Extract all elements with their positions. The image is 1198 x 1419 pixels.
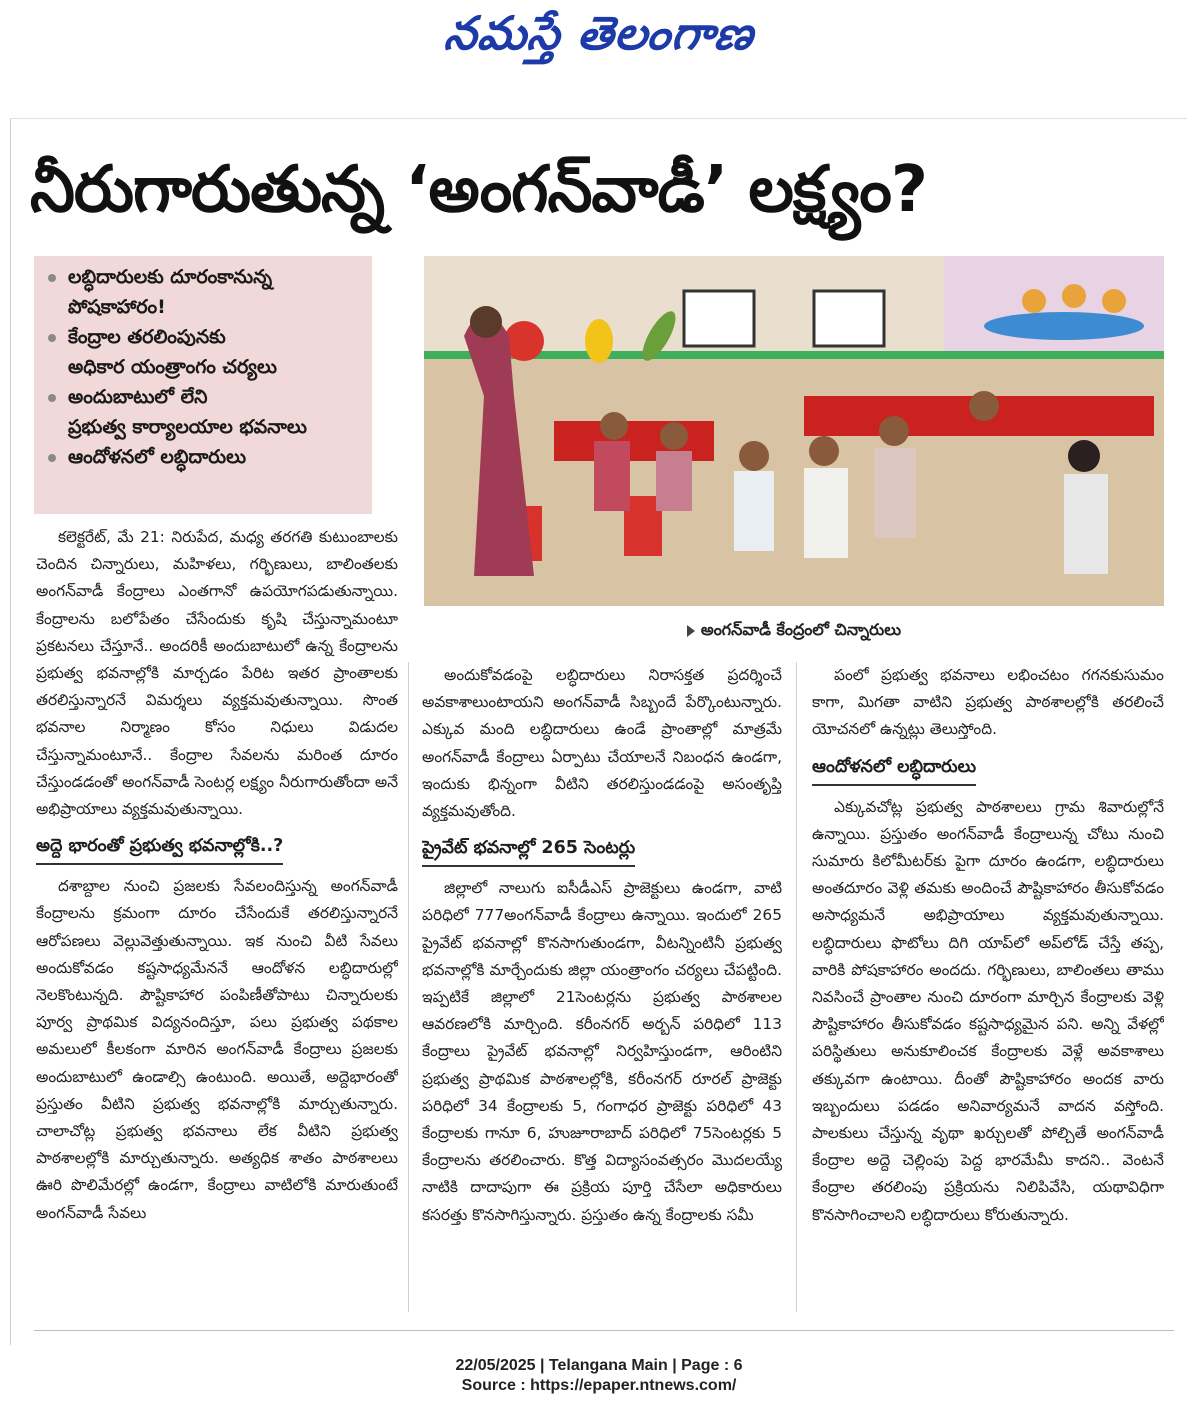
- photo-caption: అంగన్‌వాడీ కేంద్రంలో చిన్నారులు: [424, 612, 1164, 648]
- paragraph: అందుకోవడంపై లబ్ధిదారులు నిరాసక్తత ప్రదర్శించే అవకాశాలుంటాయని అంగన్‌వాడీ సిబ్బందే పేర్కొంటున్నారు. ఎక్కువ మంది లబ్ధిదారులు ఉండే ప్రాంతాల్లో మాత్రమే అంగన్‌వాడీ కేంద్రాలు ఏర్పాటు చేయాలనే నిబంధన ఉండగా, ఇందుకు భిన్నంగా వీటిని తరలిస్తుండడంపై అసంతృప్తి వ్యక్తమవుతోంది.: [422, 666, 782, 821]
- subheading: అద్దె భారంతో ప్రభుత్వ భవనాల్లోకి..?: [36, 831, 283, 865]
- paragraph: ఎక్కువచోట్ల ప్రభుత్వ పాఠశాలలు గ్రామ శివారుల్లోనే ఉన్నాయి. ప్రస్తుతం అంగన్‌వాడీ కేంద్రాలున్న చోటు నుంచి సుమారు కిలోమీటర్‌కు పైగా దూరం ఉండగా, లబ్ధిదారులు అంతదూరం వెళ్లి తమకు అందించే పౌష్టికాహారం తీసుకోవడం అసాధ్యమనే అభిప్రాయాలు వ్యక్తమవుతున్నాయి. లబ్ధిదారులు ఫొటోలు దిగి యాప్‌లో అప్‌లోడ్ చేస్తే తప్ప, వారికి పోషకాహారం అందదు. గర్భిణులు, బాలింతలు తాము నివసించే ప్రాంతాల నుంచి దూరంగా మార్చిన కేంద్రాలకు వెళ్లి పౌష్టికాహారం తీసుకోవడం కష్టసాధ్యమైన పని. అన్ని వేళల్లో పరిస్థితులు అనుకూలించక కేంద్రాలకు వెళ్లే అవకాశాలు తక్కువగా ఉంటాయి. దీంతో పౌష్టికాహారం అందక వారు ఇబ్బందులు పడడం అనివార్యమనే వాదన వస్తోంది. పాలకులు చేస్తున్న వృథా ఖర్చులతో పోల్చితే అంగన్‌వాడీ కేంద్రాల అద్దె చెల్లింపు పెద్ద భారమేమీ కాదని.. వెంటనే కేంద్రాల తరలింపు ప్రక్రియను నిలిపివేసి, యథావిధిగా కొనసాగించాలని లబ్ధిదారులు కోరుతున్నారు.: [812, 797, 1164, 1224]
- paragraph: పంలో ప్రభుత్వ భవనాలు లభించటం గగనకుసుమం కాగా, మిగతా వాటిని ప్రభుత్వ పాఠశాలల్లోకి తరలించే యోచనలో ఉన్నట్లు తెలుస్తోంది.: [812, 666, 1164, 739]
- highlight-item: అందుబాటులో లేని: [34, 382, 372, 412]
- highlight-item: అధికార యంత్రాంగం చర్యలు: [68, 356, 278, 378]
- column-divider: [796, 662, 797, 1312]
- classroom-illustration: [424, 256, 1164, 606]
- bullet-icon: [48, 394, 56, 402]
- article-photo: [424, 256, 1164, 606]
- highlight-item: కేంద్రాల తరలింపునకు: [34, 322, 372, 352]
- column-divider: [408, 662, 409, 1312]
- edition-info: 22/05/2025 | Telangana Main | Page : 6: [455, 1357, 743, 1374]
- highlight-item: ఆందోళనలో లబ్ధిదారులు: [34, 442, 372, 472]
- article-column-3: [812, 662, 1164, 1312]
- article-column-1: [36, 524, 398, 1314]
- highlight-item: ప్రభుత్వ కార్యాలయాల భవనాలు: [68, 416, 307, 438]
- bullet-icon: [48, 454, 56, 462]
- source-link[interactable]: Source : https://epaper.ntnews.com/: [461, 1377, 737, 1394]
- masthead: [0, 0, 1198, 78]
- bullet-icon: [48, 274, 56, 282]
- highlight-item: పోషకాహారం!: [68, 296, 166, 318]
- highlight-item: లబ్ధిదారులకు దూరంకానున్న: [34, 262, 372, 292]
- subheading: ఆందోళనలో లబ్ధిదారులు: [812, 752, 976, 786]
- footer-divider: [34, 1330, 1174, 1331]
- bullet-icon: [48, 334, 56, 342]
- page-footer: [0, 1356, 1198, 1396]
- newspaper-logo: నమస్తే తెలంగాణ: [442, 6, 758, 60]
- paragraph: కలెక్టరేట్, మే 21: నిరుపేద, మధ్య తరగతి కుటుంబాలకు చెందిన చిన్నారులు, మహిళలు, గర్భిణులు, బాలింతలకు అంగన్‌వాడీ కేంద్రాలు ఎంతగానో ఉపయోగపడుతున్నాయి. కేంద్రాలను బలోపేతం చేసేందుకు కృషి చేస్తున్నామంటూ ప్రకటనలు చేస్తూనే.. అందరికీ అందుబాటులో ఉన్న కేంద్రాలను ప్రభుత్వ భవనాల్లోకి మార్చడం పేరిట ఇతర ప్రాంతాలకు తరలిస్తున్నారనే విమర్శలు వ్యక్తమవుతున్నాయి. సొంత భవనాల నిర్మాణం కోసం నిధులు విడుదల చేస్తున్నామంటూనే.. కేంద్రాల సేవలను మరింత దూరం చేస్తుండడంతో అంగన్‌వాడీ సెంటర్ల లక్ష్యం నీరుగారుతోందా అనే అభిప్రాయాలు వ్యక్తమవుతున్నాయి.: [36, 528, 398, 819]
- paragraph: దశాబ్దాల నుంచి ప్రజలకు సేవలందిస్తున్న అంగన్‌వాడీ కేంద్రాలను క్రమంగా దూరం చేసేందుకే తరలిస్తున్నారనే ఆరోపణలు వెల్లువెత్తుతున్నాయి. ఇక నుంచి వీటి సేవలు అందుకోవడం కష్టసాధ్యమేననే ఆందోళన లబ్ధిదారుల్లో నెలకొంటున్నది. పౌష్టికాహార పంపిణీతోపాటు చిన్నారులకు పూర్వ ప్రాథమిక విద్యనందిస్తూ, పలు ప్రభుత్వ పథకాల అమలులో కీలకంగా మారిన అంగన్‌వాడీ కేంద్రాలు ప్రజలకు అందుబాటులో ఉండాల్సి ఉంటుంది. అయితే, అద్దెభారంతో ప్రస్తుతం వీటిని ప్రభుత్వ భవనాల్లోకి మార్చుతున్నారు. చాలాచోట్ల ప్రభుత్వ భవనాలు లేక వీటిని ప్రభుత్వ పాఠశాలల్లోకి మార్చుతున్నారు. అత్యధిక శాతం పాఠశాలలు ఊరి పొలిమేరల్లో ఉండగా, కేంద్రాలు వాటిలోకి మారుతుంటే అంగన్‌వాడీ సేవలు: [36, 877, 398, 1222]
- article-column-2: [422, 662, 782, 1312]
- article-headline: నీరుగారుతున్న ‘అంగన్‌వాడీ’ లక్ష్యం?: [30, 153, 927, 227]
- highlights-box: [34, 256, 372, 514]
- paragraph: జిల్లాలో నాలుగు ఐసీడీఎస్ ప్రాజెక్టులు ఉండగా, వాటి పరిధిలో 777అంగన్‌వాడీ కేంద్రాలు ఉన్నాయి. ఇందులో 265 ప్రైవేట్ భవనాల్లో కొనసాగుతుండగా, వీటన్నింటినీ ప్రభుత్వ భవనాల్లోకి మార్చేందుకు జిల్లా యంత్రాంగం చర్యలు చేపట్టింది. ఇప్పటికే జిల్లాలో 21సెంటర్లను ప్రభుత్వ పాఠశాలల ఆవరణలోకి మార్చింది. కరీంనగర్ అర్బన్ పరిధిలో 113 కేంద్రాలు ప్రైవేట్ భవనాల్లో నిర్వహిస్తుండగా, ఆరింటిని ప్రభుత్వ ప్రాథమిక పాఠశాలల్లోకి, కరీంనగర్ రూరల్ ప్రాజెక్టు పరిధిలో 34 కేంద్రాలకు 5, గంగాధర ప్రాజెక్టు పరిధిలో 43 కేంద్రాలకు గానూ 6, హుజూరాబాద్ పరిధిలో 75సెంటర్లకు 5 కేంద్రాలను తరలించారు. కొత్త విద్యాసంవత్సరం మొదలయ్యే నాటికి దాదాపుగా ఈ ప్రక్రియ పూర్తి చేసేలా అధికారులు కసరత్తు కొనసాగిస్తున్నారు. ప్రస్తుతం ఉన్న కేంద్రాలకు సమీ: [422, 879, 782, 1224]
- subheading: ప్రైవేట్ భవనాల్లో 265 సెంటర్లు: [422, 833, 635, 867]
